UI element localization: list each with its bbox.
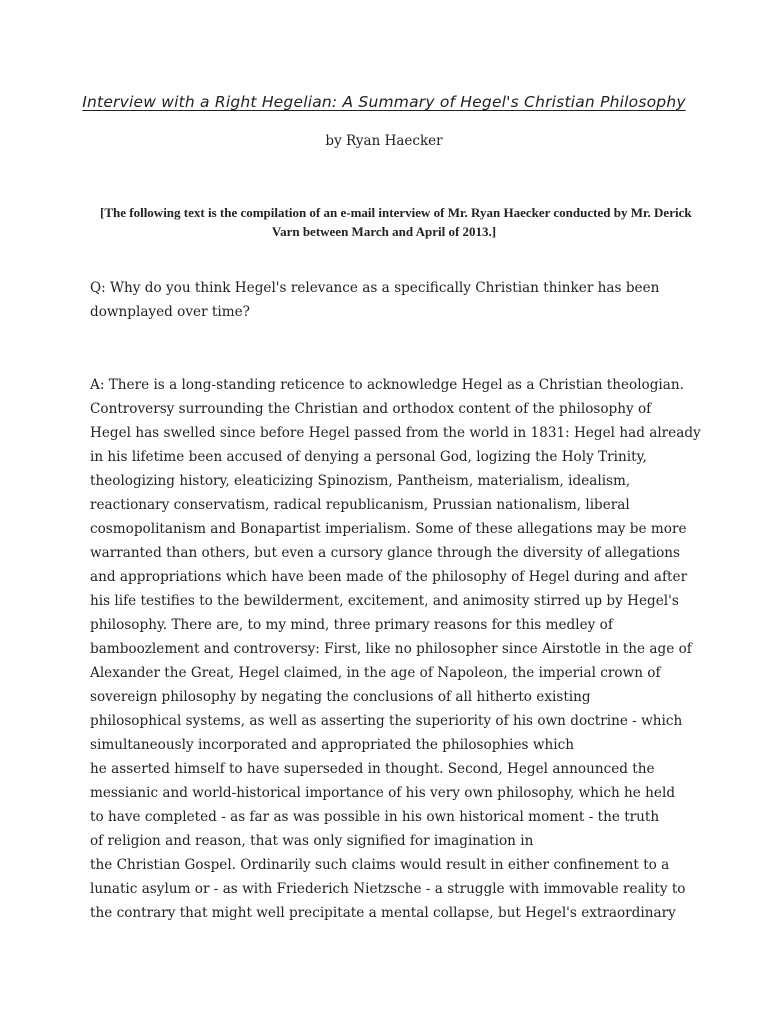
answer-line: warranted than others, but even a cursory glance through the diversity of allegations: [90, 545, 681, 561]
answer-line: simultaneously incorporated and appropriated the philosophies which: [90, 737, 574, 753]
answer-line: lunatic asylum or - as with Friederich Nietzsche - a struggle with immovable reality to: [90, 881, 686, 897]
answer-line: Hegel has swelled since before Hegel passed from the world in 1831: Hegel had already: [90, 425, 701, 441]
question-line: Q: Why do you think Hegel's relevance as a specifically Christian thinker has been: [90, 280, 660, 296]
answer-line: bamboozlement and controversy: First, like no philosopher since Airstotle in the age of: [90, 641, 692, 657]
author-byline: by Ryan Haecker: [325, 133, 443, 149]
answer-line: the Christian Gospel. Ordinarily such claims would result in either confinement to a: [90, 857, 670, 873]
answer-line: sovereign philosophy by negating the conclusions of all hitherto existing: [90, 689, 591, 705]
answer-line: A: There is a long-standing reticence to acknowledge Hegel as a Christian theologian.: [90, 377, 684, 393]
answer-line: philosophical systems, as well as asserting the superiority of his own doctrine - which: [90, 713, 683, 729]
note-line: [The following text is the compilation of an e-mail interview of Mr. Ryan Haecker conducted by Mr. Derick: [100, 205, 692, 220]
answer-line: the contrary that might well precipitate a mental collapse, but Hegel's extraordinary: [90, 905, 676, 921]
answer-line: Controversy surrounding the Christian and orthodox content of the philosophy of: [90, 401, 652, 417]
answer-line: messianic and world-historical importance of his very own philosophy, which he held: [90, 785, 676, 801]
answer-line: to have completed - as far as was possible in his own historical moment - the truth: [90, 809, 660, 825]
answer-line: his life testifies to the bewilderment, excitement, and animosity stirred up by Hegel's: [90, 593, 679, 609]
document-title: Interview with a Right Hegelian: A Summary of Hegel's Christian Philosophy: [82, 93, 686, 111]
interview-answer: [90, 373, 701, 925]
answer-line: cosmopolitanism and Bonapartist imperialism. Some of these allegations may be more: [90, 521, 687, 537]
answer-line: he asserted himself to have superseded in thought. Second, Hegel announced the: [90, 761, 655, 777]
interview-question: [90, 276, 680, 324]
answer-line: and appropriations which have been made of the philosophy of Hegel during and after: [90, 569, 688, 585]
question-line: downplayed over time?: [90, 304, 250, 320]
answer-line: philosophy. There are, to my mind, three primary reasons for this medley of: [90, 617, 613, 633]
answer-line: Alexander the Great, Hegel claimed, in the age of Napoleon, the imperial crown of: [90, 665, 661, 681]
answer-line: theologizing history, eleaticizing Spinozism, Pantheism, materialism, idealism,: [90, 473, 631, 489]
answer-line: of religion and reason, that was only signified for imagination in: [90, 833, 534, 849]
editorial-note: [100, 203, 692, 241]
note-line: Varn between March and April of 2013.]: [271, 224, 497, 239]
answer-line: reactionary conservatism, radical republicanism, Prussian nationalism, liberal: [90, 497, 630, 513]
answer-line: in his lifetime been accused of denying a personal God, logizing the Holy Trinity,: [90, 449, 647, 465]
